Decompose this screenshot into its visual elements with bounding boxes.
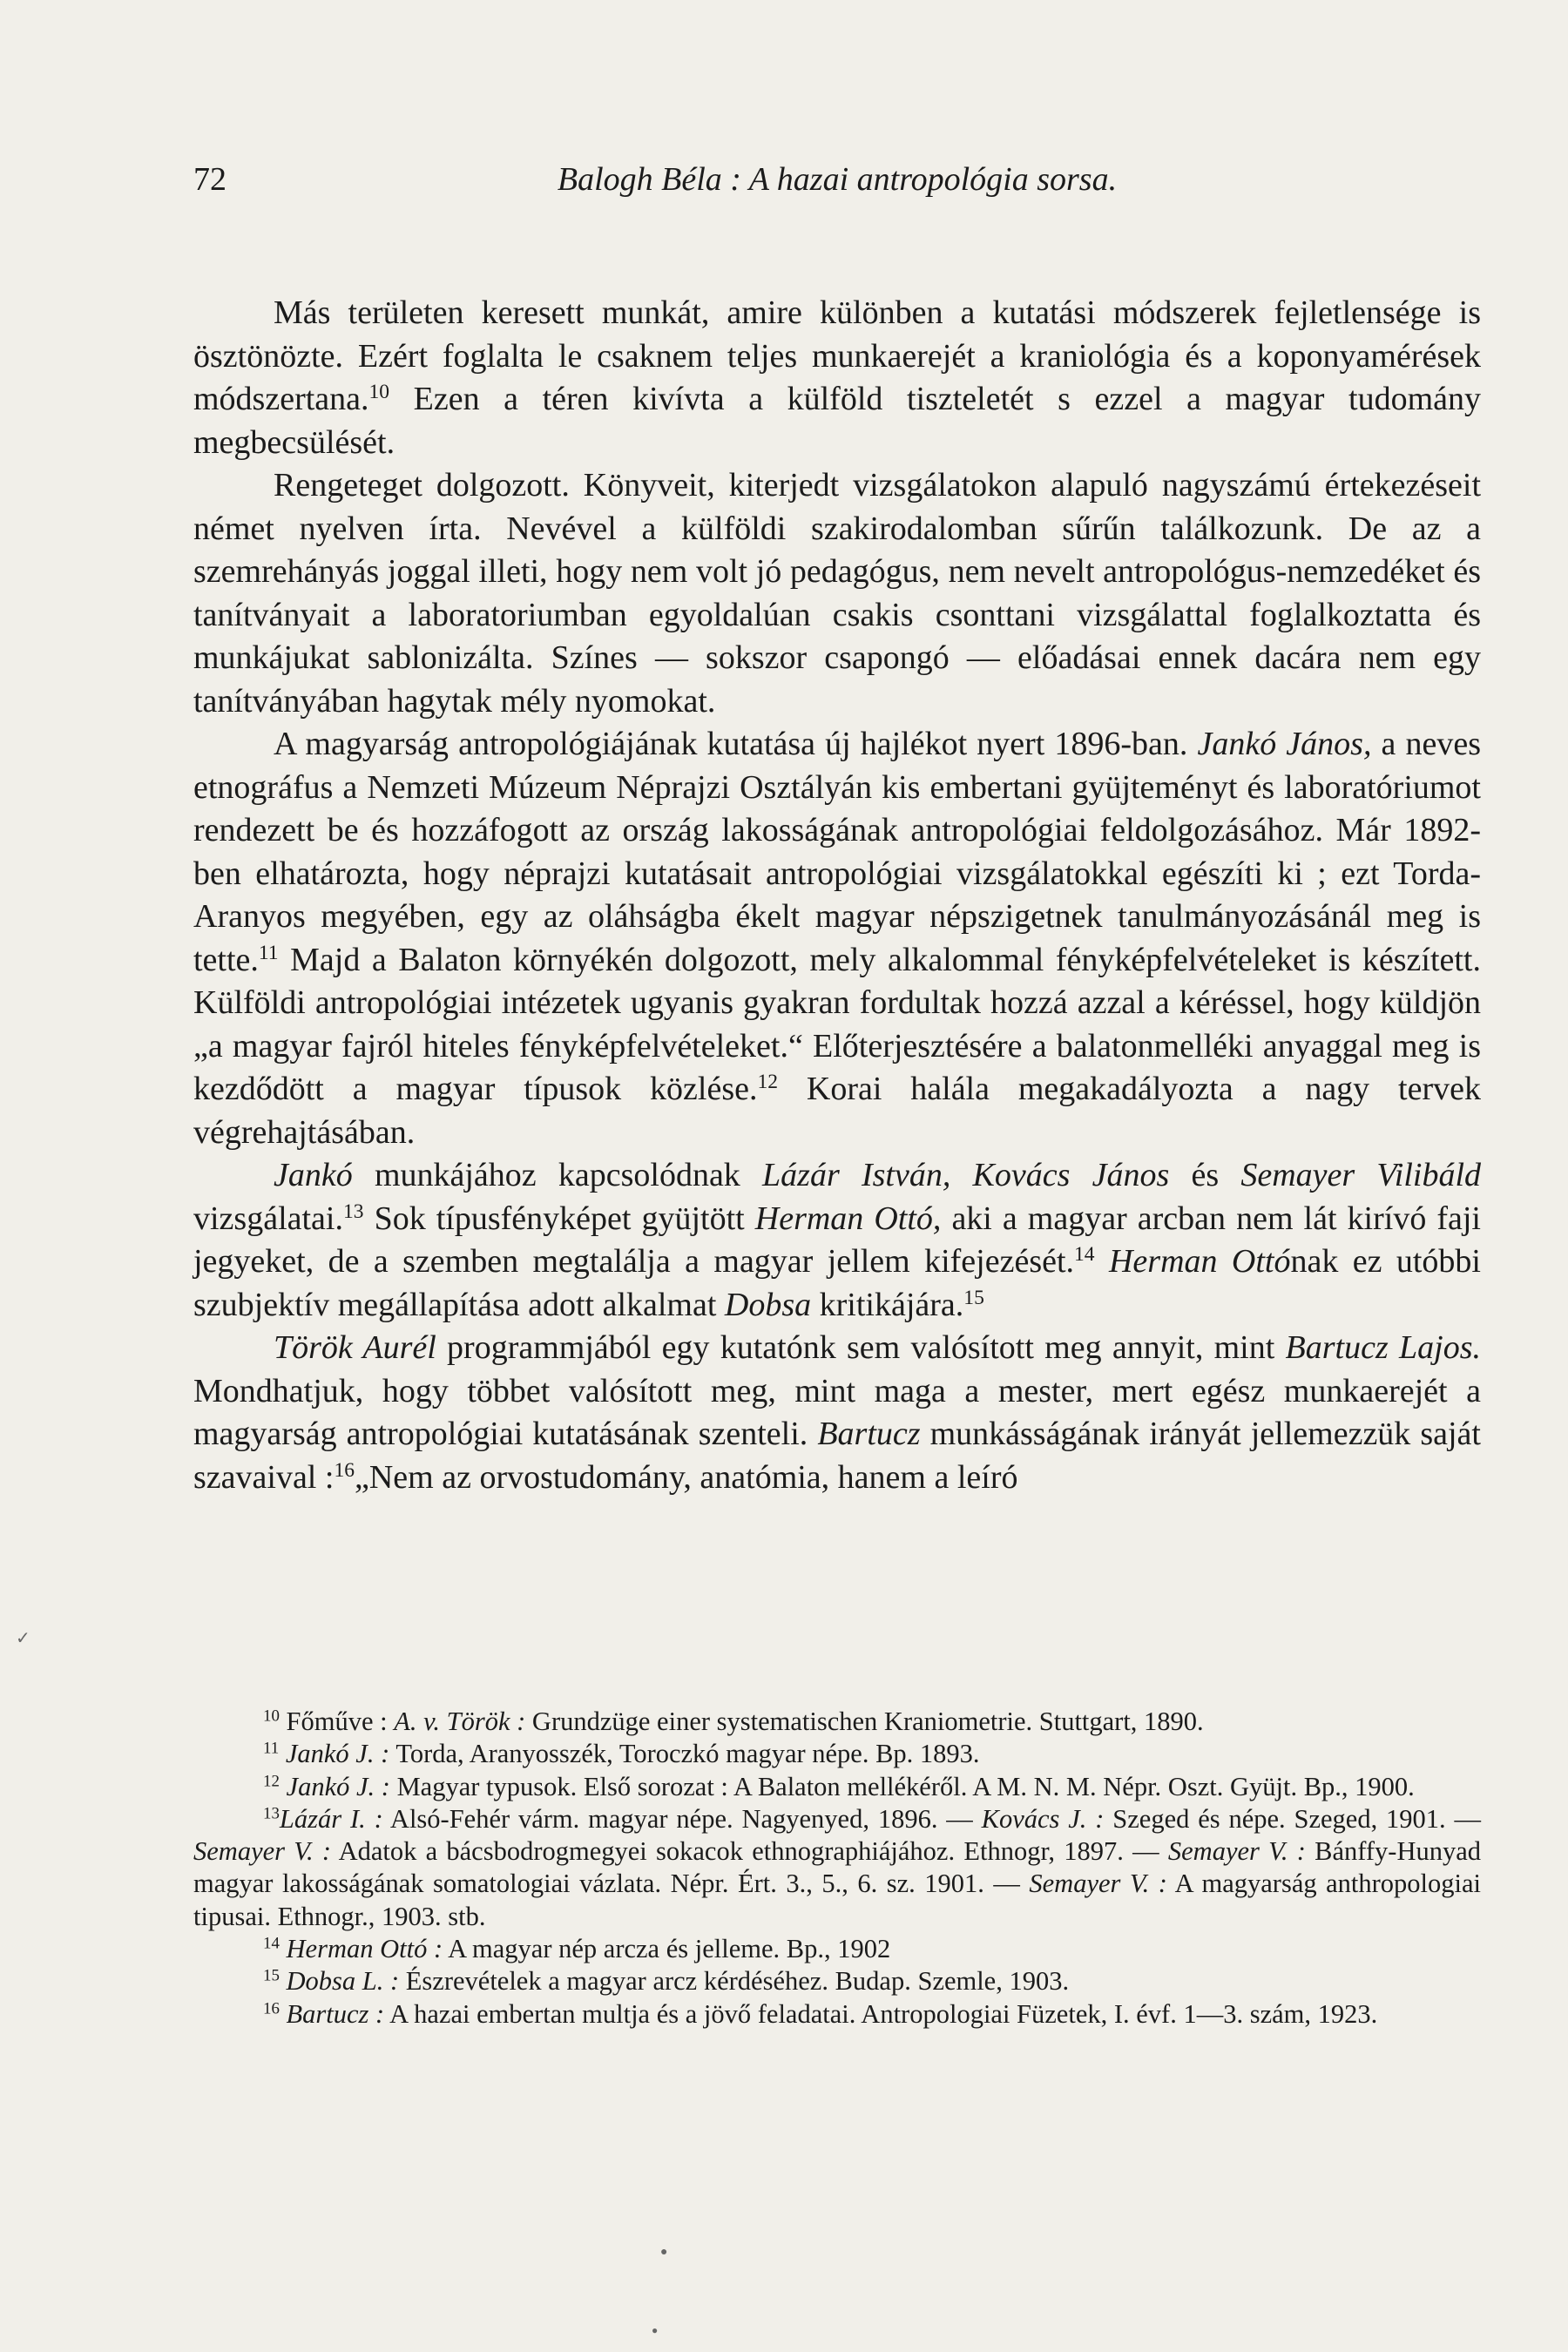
person-name: Herman Ottó: [1108, 1243, 1291, 1280]
text-run: Más területen keresett munkát, amire különben a kutatási módszerek fejletlensége is ösztönözte. Ezért foglalta le csaknem teljes munkaerejét a kraniológia és a koponyamérések módszertana.: [193, 294, 1481, 417]
text-run: [280, 1934, 287, 1963]
text-run: programmjából egy kutatónk sem valósított meg annyit, mint: [436, 1329, 1286, 1366]
body-text: [193, 292, 1481, 1499]
author-name: Jankó J. :: [285, 1739, 390, 1769]
footnote: [193, 1965, 1481, 1997]
text-run: [280, 1772, 287, 1801]
footnote-number: 15: [263, 1966, 280, 1985]
author-name: Lázár I. :: [279, 1803, 383, 1834]
author-name: Bartucz :: [286, 1998, 385, 2029]
text-run: Majd a Balaton környékén dolgozott, mely alkalommal fényképfelvételeket is készített. Külföldi antropológiai intézetek ugyanis gyakran fordultak hozzá azzal a kéréssel, hogy küldjön „a magyar fajról hiteles fényképfelvételeket.“ Előterjesztésére a balatonmelléki anyaggal meg is kezdődött a magyar típusok közlése.: [193, 941, 1481, 1107]
text-run: munkásságának irányát jellemezzük saját szavaival :: [193, 1416, 1481, 1496]
footnote-ref[interactable]: 13: [342, 1200, 364, 1223]
text-run: A magyar nép arcza és jelleme. Bp., 1902: [443, 1934, 891, 1964]
paragraph: [193, 1154, 1481, 1327]
text-run: a neves etnográfus a Nemzeti Múzeum Néprajzi Osztályán kis embertani gyüjteményt és laboratóriumot rendezett be és hozzáfogott az ország lakosságának antropológiai feldolgozásához. Már 1892-ben elhatározta, hogy néprajzi kutatásait antropológiai vizsgálatokkal egészíti ki ; ezt Torda-Aranyos megyében, egy az oláhságba ékelt magyar népszigetnek tanulmányozásánál meg is tette.: [193, 726, 1481, 978]
footnote: [193, 1771, 1481, 1803]
footnote-ref[interactable]: 16: [334, 1458, 355, 1482]
footnote-ref[interactable]: 15: [963, 1286, 984, 1309]
paragraph: [193, 1327, 1481, 1499]
footnote-ref[interactable]: 12: [757, 1071, 779, 1094]
author-name: Jankó J. :: [286, 1771, 390, 1801]
footnote-ref[interactable]: 10: [368, 381, 390, 404]
person-name: Török Aurél: [274, 1329, 436, 1366]
text-run: és: [1169, 1157, 1241, 1193]
person-name: Semayer Vilibáld: [1240, 1157, 1482, 1193]
text-run: Mondhatjuk, hogy többet valósított meg, mint maga a mester, mert egész munkaerejét a magyarság antropológiai kutatásának szenteli.: [193, 1372, 1481, 1452]
footnote-number: 10: [263, 1707, 280, 1726]
person-name: Herman Ottó,: [754, 1200, 942, 1237]
text-run: Grundzüge einer systematischen Kraniometrie. Stuttgart, 1890.: [525, 1707, 1204, 1736]
footnote-number: 16: [263, 1999, 280, 2018]
text-run: Korai halála megakadályozta a nagy tervek végrehajtásában.: [193, 1071, 1481, 1151]
author-name: Herman Ottó :: [286, 1934, 443, 1964]
page-number: 72: [193, 161, 226, 198]
paragraph: [193, 292, 1481, 464]
scan-mark: ✓: [16, 1629, 30, 1648]
footnote-ref[interactable]: 11: [258, 941, 279, 964]
paragraph: [193, 464, 1481, 723]
footnote: [193, 1933, 1481, 1965]
text-run: Szeged és népe. Szeged, 1901. —: [1104, 1803, 1482, 1834]
text-run: nak ez utóbbi szubjektív megállapítása adott alkalmat: [193, 1243, 1481, 1323]
text-run: vizsgálatai.: [193, 1200, 343, 1237]
author-name: Semayer V. :: [1029, 1869, 1167, 1899]
footnote: [193, 1998, 1481, 2031]
text-run: Rengeteget dolgozott. Könyveit, kiterjedt vizsgálatokon alapuló nagyszámú értekezéseit német nyelven írta. Nevével a külföldi szakirodalomban sűrűn találkozunk. De az a szemrehányás joggal illeti, hogy nem volt jó pedagógus, nem nevelt antropológus-nemzedéket és tanítványait a laboratoriumban egyoldalúan csakis csonttani vizsgálattal foglalkoztatta és munkájukat sablonizálta. Színes — sokszor csapongó — előadásai ennek dacára nem egy tanítványában hagytak mély nyomokat.: [193, 467, 1481, 720]
footnote-number: 11: [263, 1739, 280, 1758]
footnote-number: 12: [263, 1772, 280, 1791]
text-run: [280, 1966, 287, 1996]
person-name: Bartucz: [817, 1416, 921, 1452]
text-run: Torda, Aranyosszék, Toroczkó magyar népe. Bp. 1893.: [389, 1739, 980, 1769]
text-run: Alsó-Fehér várm. magyar népe. Nagyenyed, 1896. —: [382, 1803, 982, 1834]
text-run: Észrevételek a magyar arcz kérdéséhez. Budap. Szemle, 1903.: [399, 1966, 1070, 1997]
footnote: [193, 1803, 1481, 1933]
text-run: A hazai embertan multja és a jövő feladatai. Antropologiai Füzetek, I. évf. 1—3. szám, 1923.: [384, 1998, 1378, 2029]
text-run: Magyar typusok. Első sorozat : A Balaton mellékéről. A M. N. M. Népr. Oszt. Gyüjt. Bp., 1900.: [389, 1771, 1415, 1801]
text-run: Főműve :: [279, 1707, 395, 1736]
text-run: [279, 1739, 286, 1768]
text-run: Sok típusfényképet gyüjtött: [363, 1200, 755, 1237]
author-name: Kovács J. :: [981, 1803, 1105, 1834]
footnote-ref[interactable]: 14: [1074, 1243, 1095, 1267]
text-run: A magyarság antropológiájának kutatása új hajlékot nyert 1896-ban.: [274, 726, 1198, 762]
author-name: A. v. Török :: [394, 1707, 526, 1736]
person-name: Dobsa: [724, 1286, 812, 1323]
author-name: Dobsa L. :: [286, 1966, 400, 1997]
person-name: Jankó: [274, 1157, 353, 1193]
running-title: Balogh Béla : A hazai antropológia sorsa.: [557, 161, 1118, 198]
scan-speck: ●: [660, 2246, 668, 2259]
scan-speck: ●: [652, 2324, 659, 2336]
footnote-number: 13: [263, 1804, 280, 1823]
paragraph: [193, 723, 1481, 1154]
footnote: [193, 1738, 1481, 1770]
text-run: „Nem az orvostudomány, anatómia, hanem a leíró: [354, 1458, 1018, 1496]
text-run: Bánffy-Hunyad magyar lakosságának somatologiai vázlata. Népr. Ért. 3., 5., 6. sz. 1901. —: [193, 1836, 1482, 1899]
text-run: aki a magyar arcban nem lát kirívó faji jegyeket, de a szemben megtalálja a magyar jellem kifejezését.: [193, 1200, 1481, 1280]
author-name: Semayer V. :: [193, 1836, 331, 1867]
text-run: [1095, 1243, 1109, 1280]
person-name: Jankó János,: [1197, 726, 1372, 762]
text-run: [280, 1999, 287, 2029]
text-run: kritikájára.: [811, 1286, 964, 1323]
page-header: [193, 160, 1481, 209]
footnote-number: 14: [263, 1934, 280, 1953]
text-run: Ezen a téren kivívta a külföld tiszteletét s ezzel a magyar tudomány megbecsülését.: [193, 381, 1481, 461]
text-run: munkájához kapcsolódnak: [352, 1157, 763, 1193]
footnote: [193, 1706, 1481, 1738]
person-name: Bartucz Lajos.: [1285, 1329, 1481, 1366]
author-name: Semayer V. :: [1167, 1836, 1306, 1867]
footnotes: [193, 1706, 1481, 2031]
text-run: Adatok a bácsbodrogmegyei sokacok ethnographiájához. Ethnogr, 1897. —: [331, 1836, 1168, 1867]
text-run: A magyarság anthropologiai tipusai. Ethnogr., 1903. stb.: [193, 1869, 1481, 1931]
person-name: Lázár István, Kovács János: [762, 1157, 1170, 1193]
